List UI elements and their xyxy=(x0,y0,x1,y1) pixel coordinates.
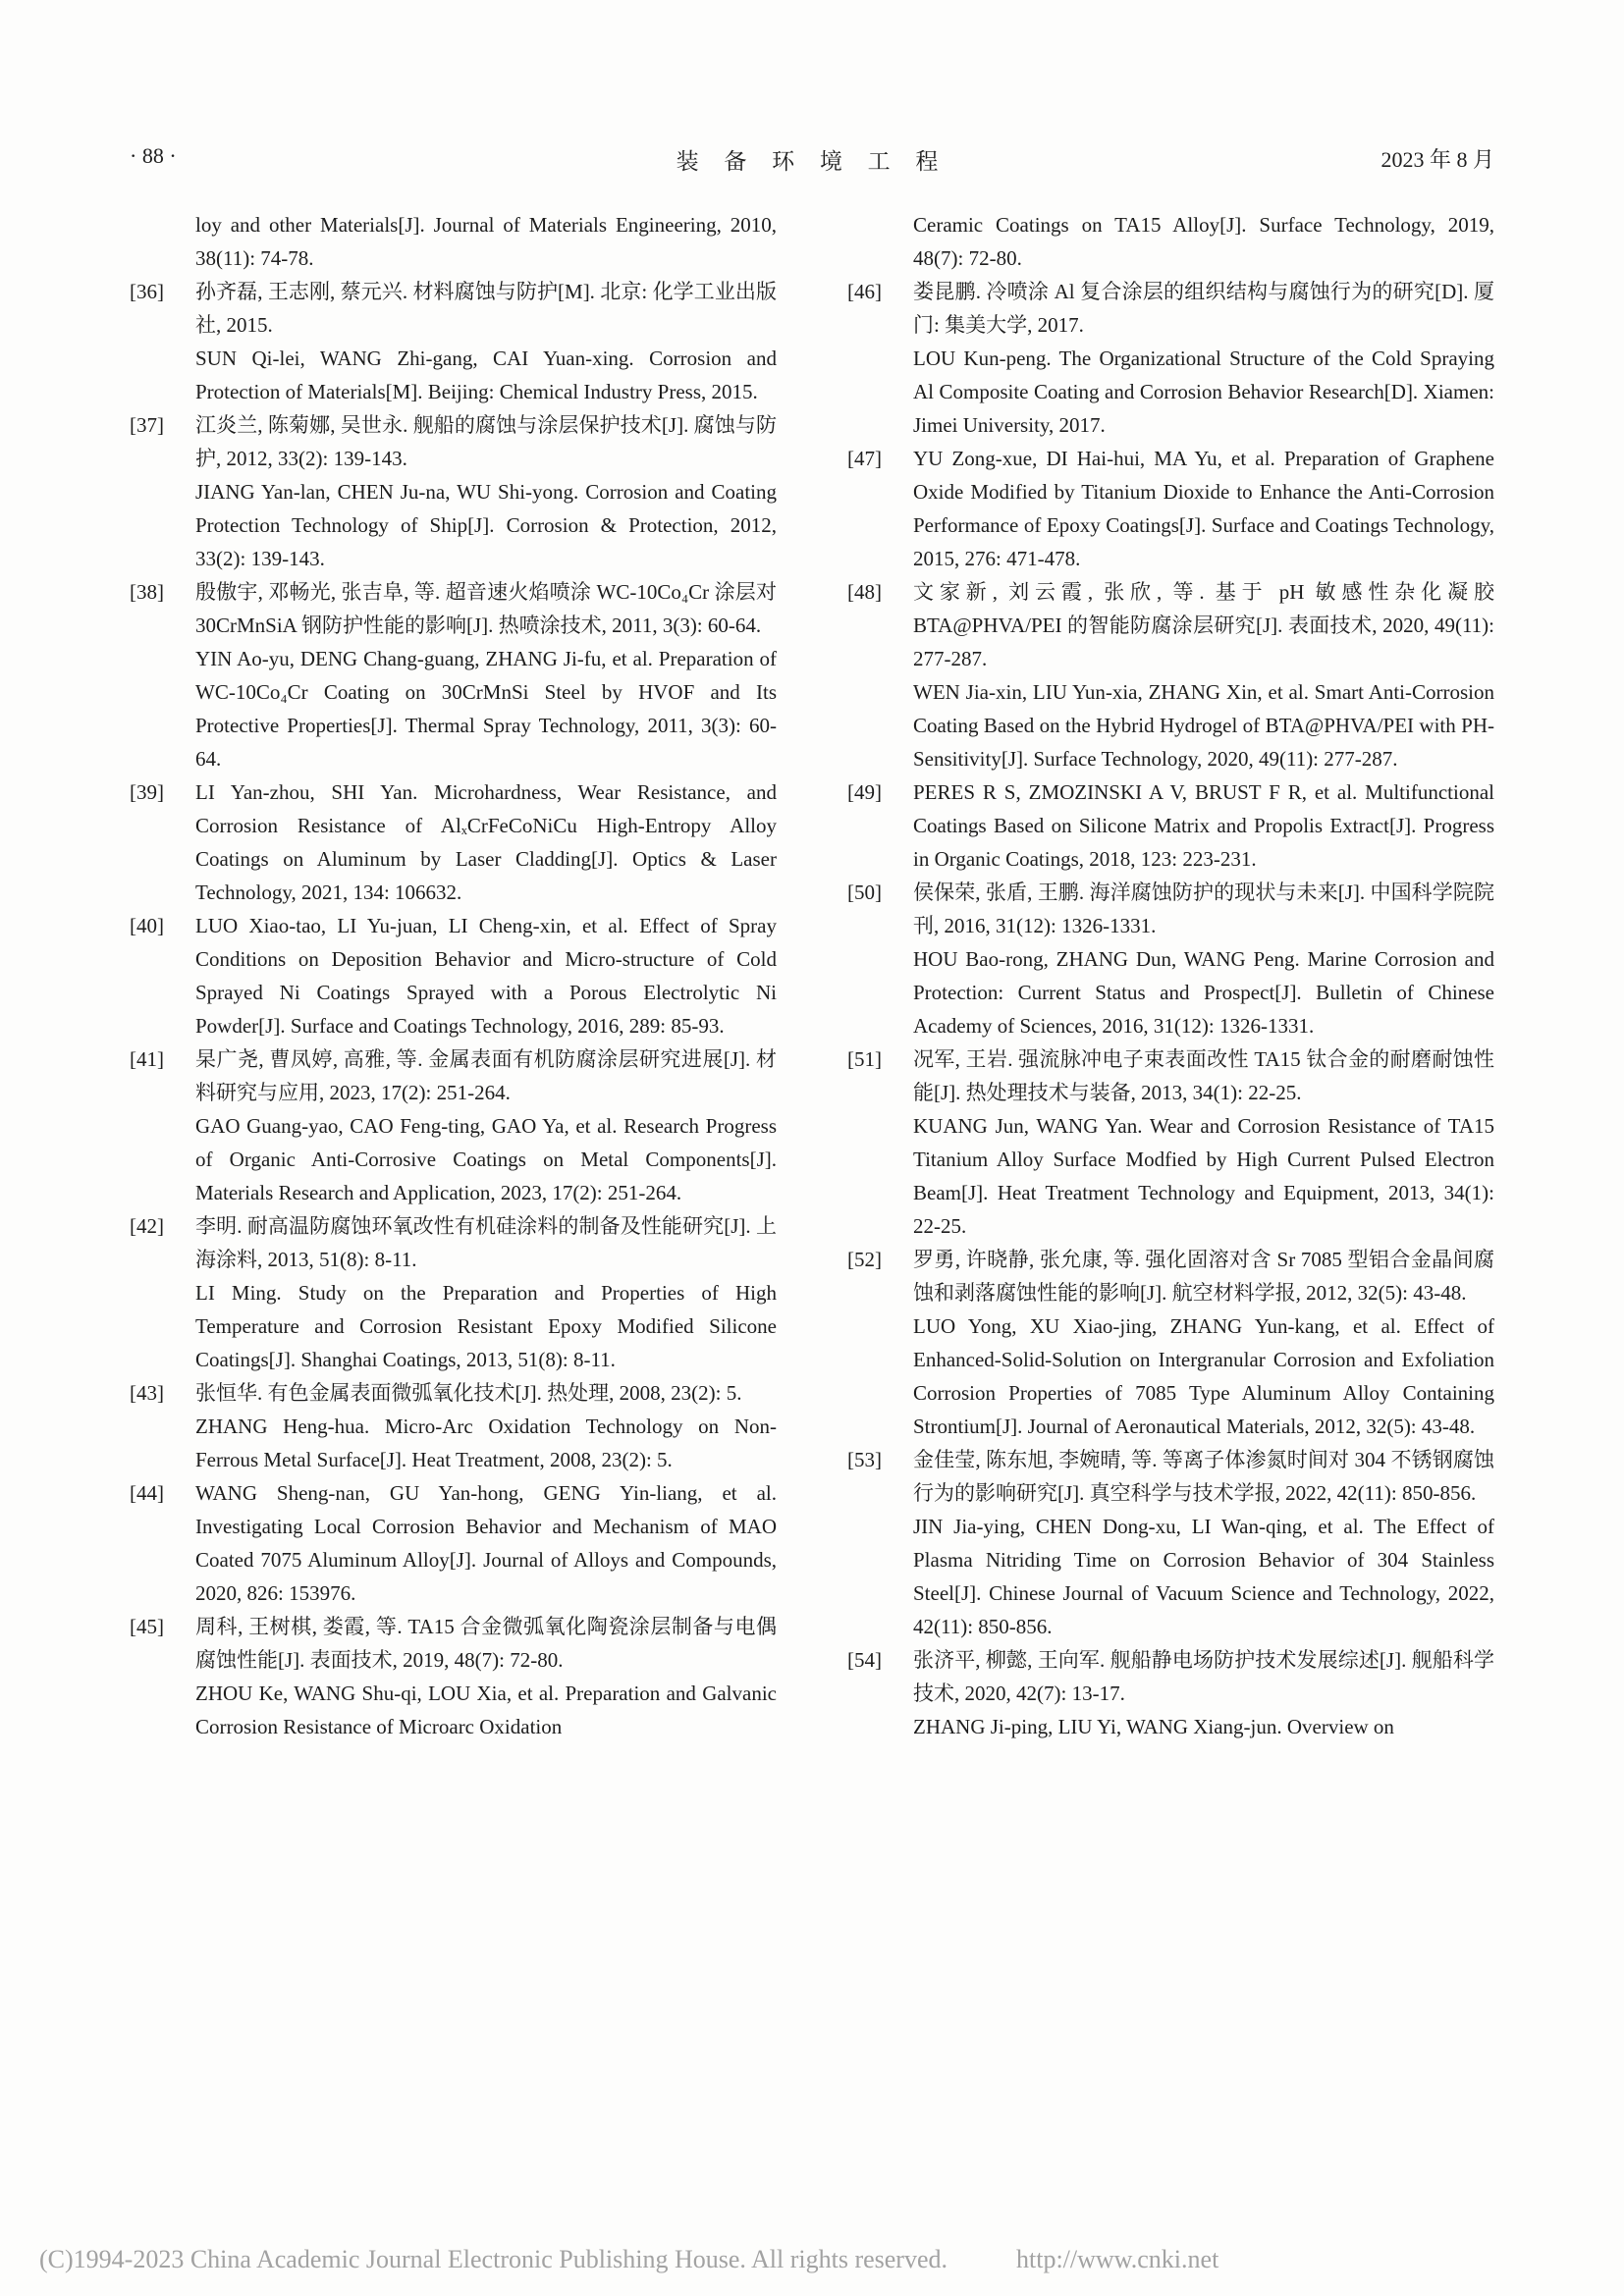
reference-body xyxy=(195,1610,777,1743)
reference-item xyxy=(847,1443,1494,1643)
reference-text: LUO Yong, XU Xiao-jing, ZHANG Yun-kang, et al. Effect of Enhanced-Solid-Solution on Intergranular Corrosion and Exfoliation Corrosion Properties of 7085 Type Aluminum Alloy Containing Strontium[J]. Journal of Aeronautical Materials, 2012, 32(5): 43-48. xyxy=(913,1314,1494,1438)
reference-body xyxy=(195,1376,777,1476)
reference-number xyxy=(847,208,913,275)
reference-body xyxy=(913,775,1494,876)
reference-item xyxy=(130,408,777,575)
reference-text: 张恒华. 有色金属表面微弧氧化技术[J]. 热处理, 2008, 23(2): 5. xyxy=(195,1381,742,1405)
reference-text: ZHOU Ke, WANG Shu-qi, LOU Xia, et al. Preparation and Galvanic Corrosion Resistance of Microarc Oxidation xyxy=(195,1682,777,1738)
reference-number: [49] xyxy=(847,780,882,804)
reference-number: [40] xyxy=(130,914,164,937)
reference-number: [44] xyxy=(130,1481,164,1505)
reference-item xyxy=(847,775,1494,876)
reference-number: [48] xyxy=(847,580,882,604)
reference-body xyxy=(195,1476,777,1610)
reference-item xyxy=(847,876,1494,1042)
reference-text: LUO Xiao-tao, LI Yu-juan, LI Cheng-xin, et al. Effect of Spray Conditions on Deposition Behavior and Micro-structure of Cold Sprayed Ni Coatings Sprayed with a Porous Electrolytic Ni Powder[J]. Surface and Coatings Technology, 2016, 289: 85-93. xyxy=(195,914,777,1038)
reference-number: [42] xyxy=(130,1214,164,1238)
reference-body xyxy=(913,1443,1494,1643)
reference-text: ZHANG Ji-ping, LIU Yi, WANG Xiang-jun. Overview on xyxy=(913,1715,1394,1738)
cnki-url: http://www.cnki.net xyxy=(1016,2245,1219,2273)
issue-date: 2023 年 8 月 xyxy=(1380,147,1494,172)
reference-text: 江炎兰, 陈菊娜, 吴世永. 舰船的腐蚀与涂层保护技术[J]. 腐蚀与防护, 2012, 33(2): 139-143. xyxy=(195,413,777,470)
reference-text: 况军, 王岩. 强流脉冲电子束表面改性 TA15 钛合金的耐磨耐蚀性能[J]. 热处理技术与装备, 2013, 34(1): 22-25. xyxy=(913,1047,1494,1104)
reference-number: [50] xyxy=(847,881,882,904)
reference-text: Ceramic Coatings on TA15 Alloy[J]. Surface Technology, 2019, 48(7): 72-80. xyxy=(913,213,1494,270)
reference-text: KUANG Jun, WANG Yan. Wear and Corrosion Resistance of TA15 Titanium Alloy Surface Modfied by High Current Pulsed Electron Beam[J]. Heat Treatment Technology and Equipment, 2013, 34(1): 22-25. xyxy=(913,1114,1494,1238)
reference-body xyxy=(195,1209,777,1376)
reference-item xyxy=(130,208,777,275)
reference-number: [36] xyxy=(130,280,164,303)
page-footer xyxy=(39,2245,1218,2274)
reference-item xyxy=(847,1643,1494,1743)
right-column xyxy=(847,208,1494,1743)
references-section xyxy=(130,208,1494,1743)
reference-body xyxy=(913,575,1494,775)
journal-title: 装 备 环 境 工 程 xyxy=(676,149,948,174)
reference-text: 殷傲宇, 邓畅光, 张吉阜, 等. 超音速火焰喷涂 WC-10Co₄Cr 涂层对 30CrMnSiA 钢防护性能的影响[J]. 热喷涂技术, 2011, 3(3): 60-64. xyxy=(195,580,777,637)
reference-text: JIANG Yan-lan, CHEN Ju-na, WU Shi-yong. Corrosion and Coating Protection Technology of Ship[J]. Corrosion & Protection, 2012, 33(2): 139-143. xyxy=(195,480,777,570)
reference-text: 罗勇, 许晓静, 张允康, 等. 强化固溶对含 Sr 7085 型铝合金晶间腐蚀和剥落腐蚀性能的影响[J]. 航空材料学报, 2012, 32(5): 43-48. xyxy=(913,1248,1494,1305)
reference-number: [53] xyxy=(847,1448,882,1471)
reference-number: [41] xyxy=(130,1047,164,1071)
reference-text: 张济平, 柳懿, 王向军. 舰船静电场防护技术发展综述[J]. 舰船科学技术, 2020, 42(7): 13-17. xyxy=(913,1648,1494,1705)
reference-text: 文家新, 刘云霞, 张欣, 等. 基于 pH 敏感性杂化凝胶 BTA@PHVA/PEI 的智能防腐涂层研究[J]. 表面技术, 2020, 49(11): 277-287. xyxy=(913,580,1494,670)
reference-text: 孙齐磊, 王志刚, 蔡元兴. 材料腐蚀与防护[M]. 北京: 化学工业出版社, 2015. xyxy=(195,280,777,337)
reference-item xyxy=(130,275,777,408)
reference-body xyxy=(195,208,777,275)
reference-text: LI Ming. Study on the Preparation and Properties of High Temperature and Corrosion Resistant Epoxy Modified Silicone Coatings[J]. Shanghai Coatings, 2013, 51(8): 8-11. xyxy=(195,1281,777,1371)
page-header xyxy=(130,143,1494,177)
reference-item xyxy=(847,1243,1494,1443)
reference-body xyxy=(913,275,1494,442)
reference-number: [46] xyxy=(847,280,882,303)
reference-text: 娄昆鹏. 冷喷涂 Al 复合涂层的组织结构与腐蚀行为的研究[D]. 厦门: 集美大学, 2017. xyxy=(913,280,1494,337)
reference-number: [51] xyxy=(847,1047,882,1071)
reference-item xyxy=(847,1042,1494,1243)
reference-text: 杲广尧, 曹凤婷, 高雅, 等. 金属表面有机防腐涂层研究进展[J]. 材料研究与应用, 2023, 17(2): 251-264. xyxy=(195,1047,777,1104)
reference-text: SUN Qi-lei, WANG Zhi-gang, CAI Yuan-xing. Corrosion and Protection of Materials[M]. Beijing: Chemical Industry Press, 2015. xyxy=(195,347,777,403)
reference-item xyxy=(130,1209,777,1376)
reference-text: GAO Guang-yao, CAO Feng-ting, GAO Ya, et al. Research Progress of Organic Anti-Corrosive Coatings on Metal Components[J]. Materials Research and Application, 2023, 17(2): 251-264. xyxy=(195,1114,777,1204)
reference-number: [47] xyxy=(847,447,882,470)
reference-text: 周科, 王树棋, 娄霞, 等. TA15 合金微弧氧化陶瓷涂层制备与电偶腐蚀性能[J]. 表面技术, 2019, 48(7): 72-80. xyxy=(195,1615,777,1672)
reference-text: 金佳莹, 陈东旭, 李婉晴, 等. 等离子体渗氮时间对 304 不锈钢腐蚀行为的影响研究[J]. 真空科学与技术学报, 2022, 42(11): 850-856. xyxy=(913,1448,1494,1505)
reference-body xyxy=(913,208,1494,275)
reference-text: LOU Kun-peng. The Organizational Structure of the Cold Spraying Al Composite Coating and Corrosion Behavior Research[D]. Xiamen: Jimei University, 2017. xyxy=(913,347,1494,437)
reference-text: JIN Jia-ying, CHEN Dong-xu, LI Wan-qing, et al. The Effect of Plasma Nitriding Time on Corrosion Behavior of 304 Stainless Steel[J]. Chinese Journal of Vacuum Science and Technology, 2022, 42(11): 850-856. xyxy=(913,1515,1494,1638)
reference-number: [38] xyxy=(130,580,164,604)
reference-item xyxy=(847,442,1494,575)
reference-number: [52] xyxy=(847,1248,882,1271)
reference-text: HOU Bao-rong, ZHANG Dun, WANG Peng. Marine Corrosion and Protection: Current Status and Prospect[J]. Bulletin of Chinese Academy of Sciences, 2016, 31(12): 1326-1331. xyxy=(913,947,1494,1038)
reference-body xyxy=(913,442,1494,575)
reference-text: YU Zong-xue, DI Hai-hui, MA Yu, et al. Preparation of Graphene Oxide Modified by Titanium Dioxide to Enhance the Anti-Corrosion Performance of Epoxy Coatings[J]. Surface and Coatings Technology, 2015, 276: 471-478. xyxy=(913,447,1494,570)
reference-number: [54] xyxy=(847,1648,882,1672)
reference-item xyxy=(130,1610,777,1743)
reference-item xyxy=(847,575,1494,775)
reference-item xyxy=(130,775,777,909)
reference-body xyxy=(195,408,777,575)
reference-body xyxy=(913,1243,1494,1443)
reference-text: 李明. 耐高温防腐蚀环氧改性有机硅涂料的制备及性能研究[J]. 上海涂料, 2013, 51(8): 8-11. xyxy=(195,1214,778,1271)
reference-body xyxy=(195,575,777,775)
reference-text: LI Yan-zhou, SHI Yan. Microhardness, Wear Resistance, and Corrosion Resistance of AlₓCrFeCoNiCu High-Entropy Alloy Coatings on Aluminum by Laser Cladding[J]. Optics & Laser Technology, 2021, 134: 106632. xyxy=(195,780,777,904)
left-column xyxy=(130,208,777,1743)
reference-number: [45] xyxy=(130,1615,164,1638)
copyright-notice: (C)1994-2023 China Academic Journal Electronic Publishing House. All rights reserved. xyxy=(39,2245,947,2273)
reference-item xyxy=(847,275,1494,442)
reference-text: 侯保荣, 张盾, 王鹏. 海洋腐蚀防护的现状与未来[J]. 中国科学院院刊, 2016, 31(12): 1326-1331. xyxy=(913,881,1494,937)
reference-item xyxy=(130,1476,777,1610)
reference-number: [43] xyxy=(130,1381,164,1405)
reference-text: WANG Sheng-nan, GU Yan-hong, GENG Yin-liang, et al. Investigating Local Corrosion Behavior and Mechanism of MAO Coated 7075 Aluminum Alloy[J]. Journal of Alloys and Compounds, 2020, 826: 153976. xyxy=(195,1481,777,1605)
reference-number: [37] xyxy=(130,413,164,437)
reference-body xyxy=(195,909,777,1042)
reference-text: PERES R S, ZMOZINSKI A V, BRUST F R, et al. Multifunctional Coatings Based on Silicone Matrix and Propolis Extract[J]. Progress in Organic Coatings, 2018, 123: 223-231. xyxy=(913,780,1494,871)
reference-text: WEN Jia-xin, LIU Yun-xia, ZHANG Xin, et al. Smart Anti-Corrosion Coating Based on the Hybrid Hydrogel of BTA@PHVA/PEI with PH-Sensitivity[J]. Surface Technology, 2020, 49(11): 277-287. xyxy=(913,680,1494,771)
reference-body xyxy=(913,876,1494,1042)
reference-body xyxy=(913,1042,1494,1243)
reference-number: [39] xyxy=(130,780,164,804)
page-number: · 88 · xyxy=(130,143,177,168)
reference-item xyxy=(130,1042,777,1209)
reference-text: loy and other Materials[J]. Journal of Materials Engineering, 2010, 38(11): 74-78. xyxy=(195,213,777,270)
reference-body xyxy=(195,1042,777,1209)
reference-text: ZHANG Heng-hua. Micro-Arc Oxidation Technology on Non-Ferrous Metal Surface[J]. Heat Treatment, 2008, 23(2): 5. xyxy=(195,1415,777,1471)
reference-body xyxy=(195,275,777,408)
reference-body xyxy=(195,775,777,909)
reference-item xyxy=(847,208,1494,275)
reference-number xyxy=(130,208,195,275)
reference-item xyxy=(130,575,777,775)
reference-body xyxy=(913,1643,1494,1743)
reference-item xyxy=(130,909,777,1042)
reference-text: YIN Ao-yu, DENG Chang-guang, ZHANG Ji-fu, et al. Preparation of WC-10Co₄Cr Coating on 30CrMnSi Steel by HVOF and Its Protective Properties[J]. Thermal Spray Technology, 2011, 3(3): 60-64. xyxy=(195,647,777,771)
reference-item xyxy=(130,1376,777,1476)
